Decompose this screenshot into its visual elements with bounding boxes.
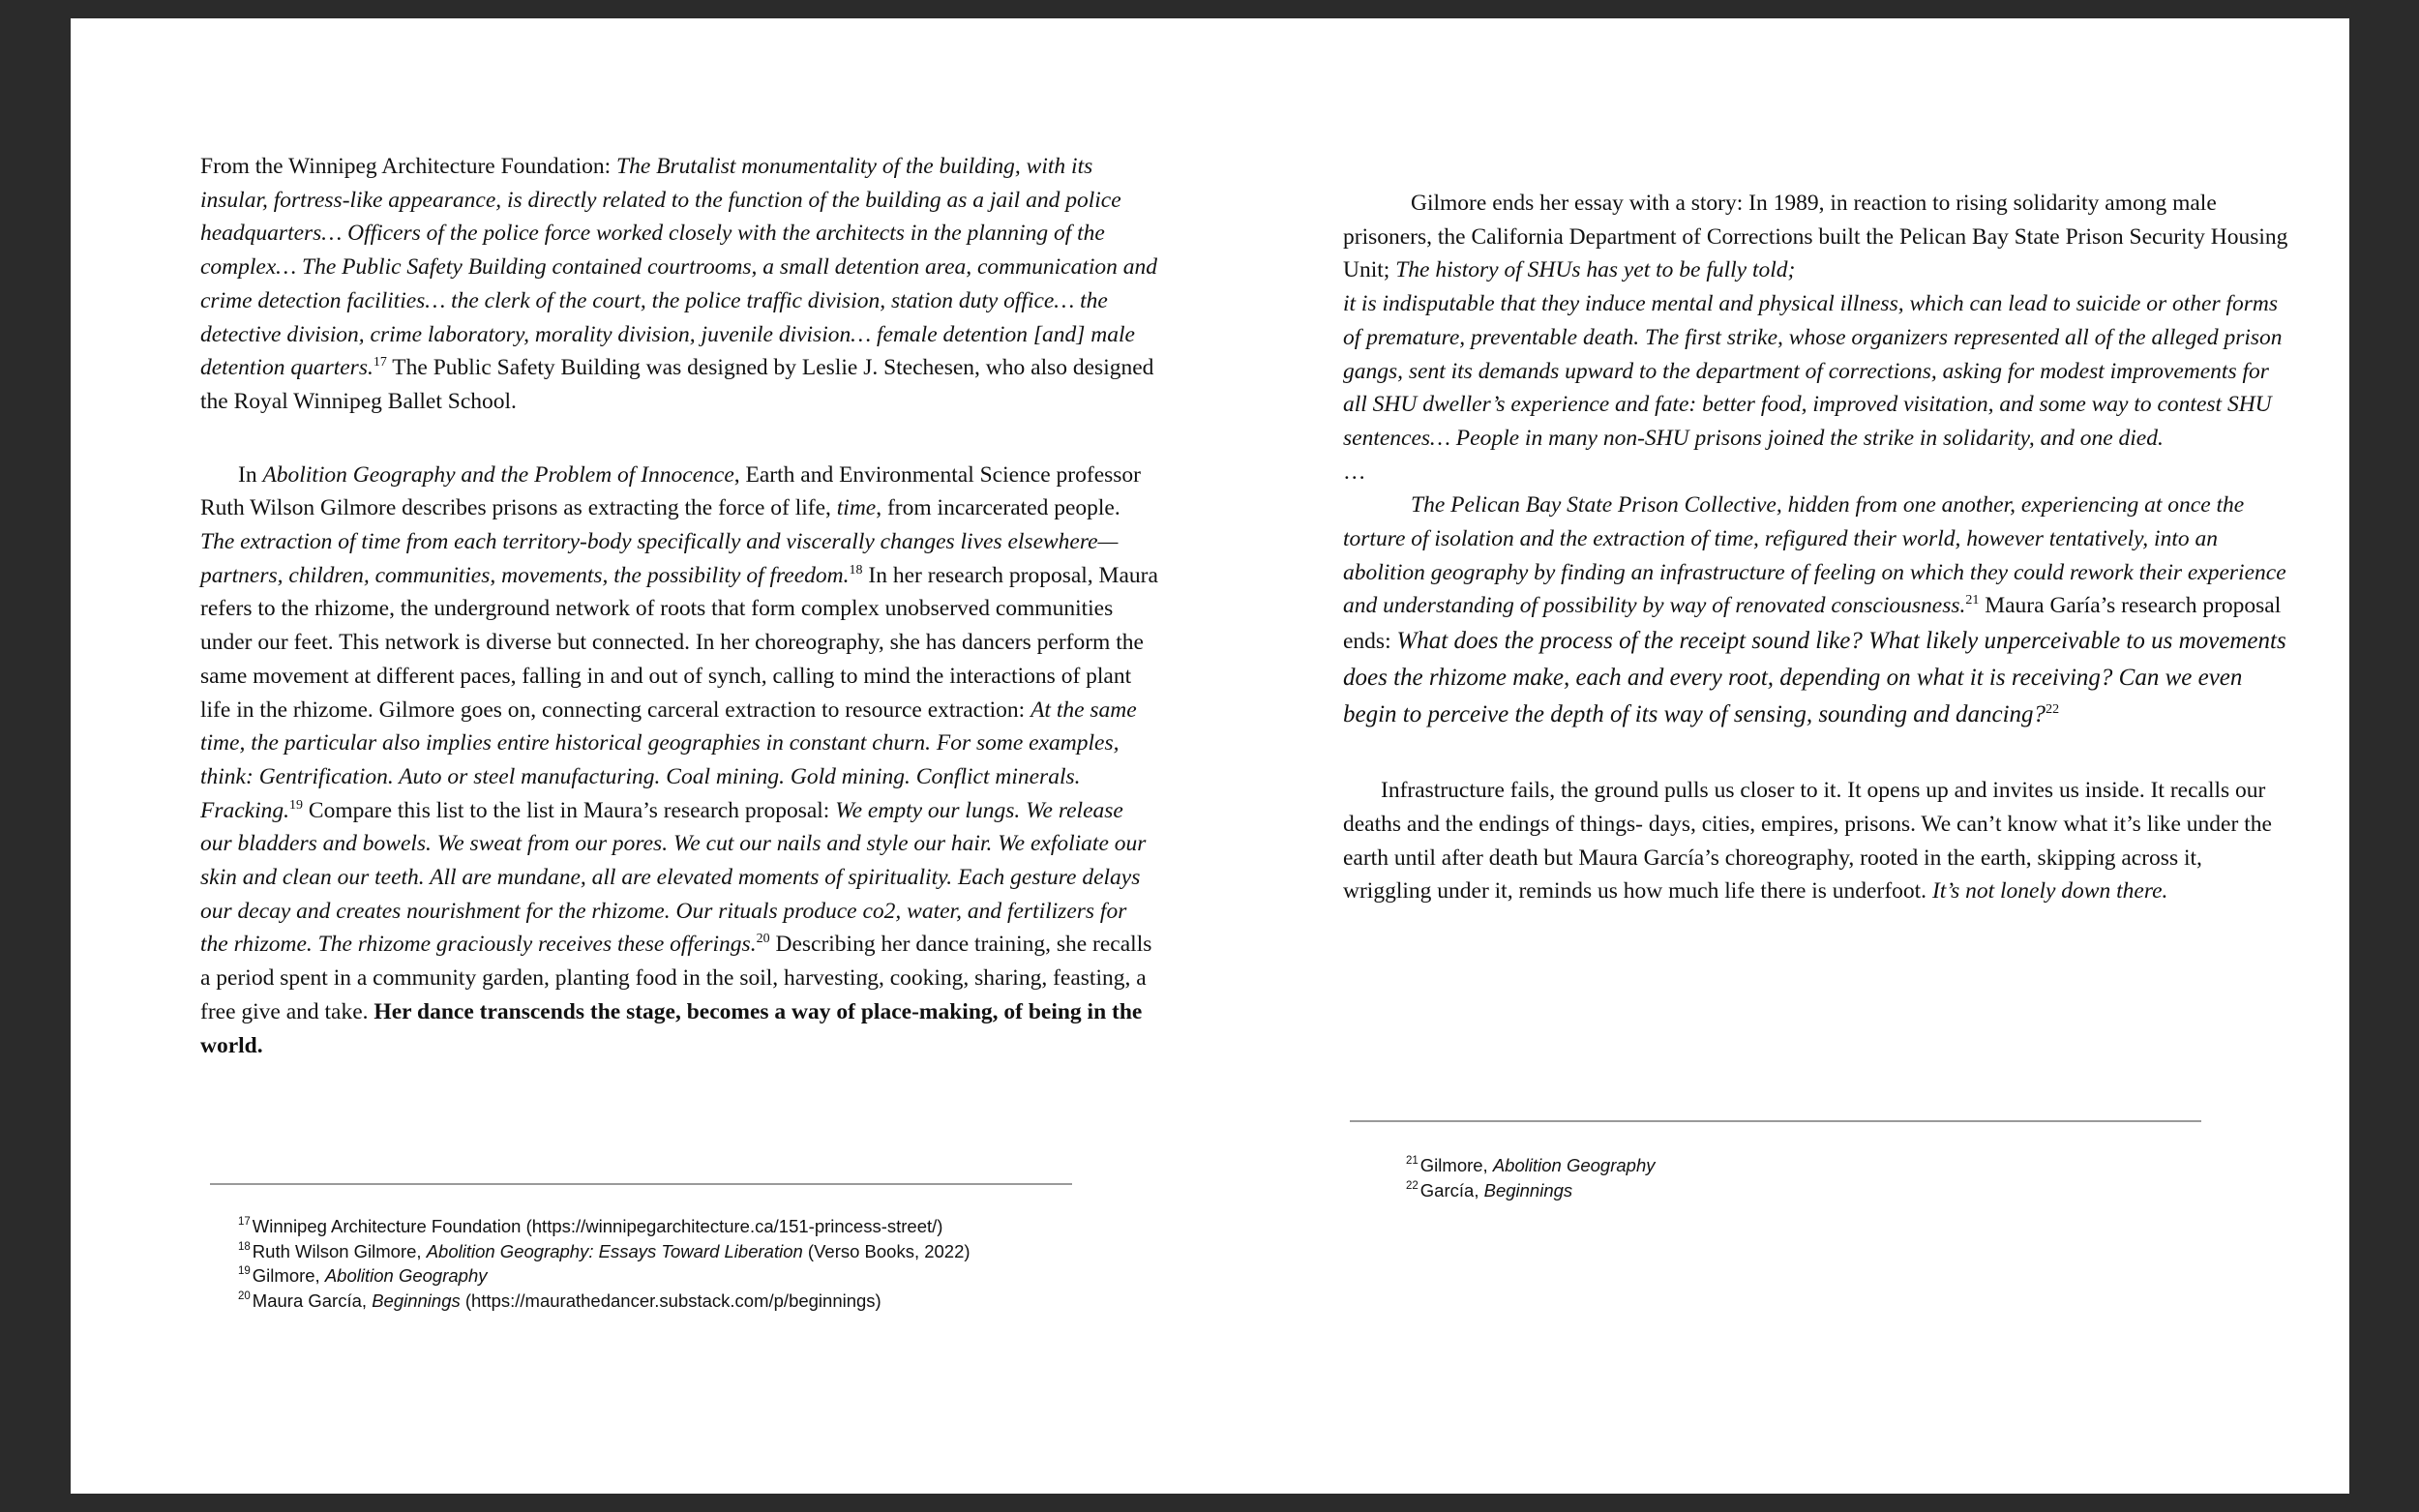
book-spread bbox=[71, 18, 2349, 1494]
footnote-text: Maura García, bbox=[252, 1290, 373, 1311]
footnote-title-italic: Beginnings bbox=[372, 1290, 461, 1311]
footnote-ref-19[interactable]: 19 bbox=[289, 797, 304, 813]
block-quote-italic: it is indisputable that they induce mental and physical illness, which can lead to suicide or other forms of premature, preventable death. The first strike, whose organizers represented all of the alleged prison gangs, sent its demands upward to the department of corrections, asking for modest improvements for all SHU dweller’s experience and fate: better food, improved visitation, and some way to contest SHU sentences… People in many non-SHU prisons joined the strike in solidarity, and one died. bbox=[1343, 291, 2283, 451]
quote-italic-large: What does the process of the receipt sound like? What likely unperceivable to us movements does the rhizome make, each and every root, depending on what it is receiving? Can we even begin to perceive the depth of its way of sensing, sounding and dancing? bbox=[1343, 628, 2286, 728]
paragraph-winnipeg-foundation bbox=[200, 150, 1158, 419]
text-run: Maura Garía’s research proposal ends: bbox=[1343, 593, 2282, 655]
footnote-22 bbox=[1406, 1178, 1986, 1203]
quote-italic: We empty our lungs. We release our bladders and bowels. We sweat from our pores. We cut our nails and style our hair. We exfoliate our skin and clean our teeth. All are mundane, all are elevated moments of spirituality. Each gesture delays our decay and creates nourishment for the rhizome. Our rituals produce co2, water, and fertilizers for the rhizome. The rhizome graciously receives these offerings. bbox=[200, 797, 1147, 958]
ellipsis-separator: … bbox=[1343, 459, 1366, 485]
text-run: The Public Safety Building was designed by Leslie J. Stechesen, who also designed the Royal Winnipeg Ballet School. bbox=[200, 355, 1154, 414]
footnote-19 bbox=[238, 1263, 1002, 1289]
footnote-title-italic: Abolition Geography bbox=[1492, 1155, 1656, 1175]
closing-line-italic: It’s not lonely down there. bbox=[1931, 878, 2168, 904]
paragraph-pelican-bay bbox=[1343, 187, 2296, 287]
footnote-ref-20[interactable]: 20 bbox=[756, 932, 770, 947]
footnote-text: García, bbox=[1419, 1179, 1484, 1201]
footnote-text: (https://maurathedancer.substack.com/p/beginnings) bbox=[460, 1290, 881, 1311]
block-quote-italic: The Brutalist monumentality of the building, with its insular, fortress-like appearance, is directly related to the function of the building as a jail and police headquarters… Officers of the police force worked closely with the architects in the planning of the complex… The Public Safety Building contained courtrooms, a small detention area, communication and crime detection facilities… the clerk of the court, the police traffic division, station duty office… the detective division, crime laboratory, morality division, juvenile division… female detention [and] male detention quarters. bbox=[200, 154, 1158, 381]
footnote-20 bbox=[238, 1289, 1002, 1314]
text-run: In her research proposal, Maura refers to the rhizome, the underground network of roots that form complex unobserved communities under our feet. This network is diverse but connected. In her choreography, she has dancers perform the same movement at different paces, falling in and out of synch, calling to mind the interactions of plant life in the rhizome. Gilmore goes on, connecting carceral extraction to resource extraction: bbox=[200, 562, 1158, 723]
footnote-number: 22 bbox=[1406, 1179, 1419, 1192]
text-run: Compare this list to the list in Maura’s research proposal: bbox=[303, 797, 836, 823]
footnote-number: 17 bbox=[238, 1216, 251, 1228]
text-run: Gilmore ends her essay with a story: In 1989, in reaction to rising solidarity among male prisoners, the California Department of Corrections built the Pelican Bay State Prison Security Housing Unit; bbox=[1343, 191, 2288, 283]
quote-italic: The Pelican Bay State Prison Collective, hidden from one another, experiencing at once the torture of isolation and the extraction of time, refigured their world, however tentatively, into an abolition geography by finding an infrastructure of feeling on which they could rework their experience and understanding of possibility by way of renovated consciousness. bbox=[1343, 492, 2286, 619]
footnote-ref-21[interactable]: 21 bbox=[1965, 593, 1980, 608]
footnote-divider bbox=[1350, 1120, 2201, 1122]
footnote-21 bbox=[1406, 1153, 1986, 1178]
footnote-18 bbox=[238, 1239, 1002, 1264]
left-page-footnotes bbox=[238, 1214, 1002, 1313]
footnote-number: 21 bbox=[1406, 1155, 1419, 1167]
text-run: In bbox=[238, 461, 263, 488]
left-page-body bbox=[200, 150, 1158, 1062]
footnote-text: Gilmore, bbox=[1419, 1155, 1493, 1175]
footnote-number: 20 bbox=[238, 1290, 251, 1302]
footnote-title-italic: Beginnings bbox=[1483, 1179, 1573, 1201]
text-run: Infrastructure fails, the ground pulls us closer to it. It opens up and invites us inside. It recalls our deaths and the endings of things- days, cities, empires, prisons. We can’t know what it’s like under the earth until after death but Maura García’s choreography, rooted in the earth, skipping across it, wriggling under it, reminds us how much life there is underfoot. bbox=[1343, 778, 2272, 904]
footnote-text: Gilmore, bbox=[252, 1265, 325, 1286]
footnote-17 bbox=[238, 1214, 1002, 1239]
right-page-body bbox=[1343, 187, 2296, 908]
text-run: From the Winnipeg Architecture Foundation: bbox=[200, 154, 617, 179]
paragraph-abolition-geography bbox=[200, 459, 1158, 1063]
book-title-italic: Abolition Geography and the Problem of Innocence bbox=[262, 461, 734, 488]
footnote-text: Winnipeg Architecture Foundation (https://winnipegarchitecture.ca/151-princess-street/) bbox=[252, 1216, 943, 1236]
emphasis-italic: time bbox=[836, 495, 877, 521]
quote-italic: At the same time, the particular also implies entire historical geographies in constant churn. For some examples, think: Gentrification. Auto or steel manufacturing. Coal mining. Gold mining. Conflict minerals. Fracking. bbox=[200, 697, 1137, 823]
emphasis-bold: Her dance transcends the stage, becomes a way of place-making, of being in the world. bbox=[200, 998, 1143, 1058]
footnote-title-italic: Abolition Geography bbox=[324, 1265, 488, 1286]
footnote-title-italic: Abolition Geography: Essays Toward Liberation bbox=[426, 1240, 803, 1261]
footnote-ref-18[interactable]: 18 bbox=[849, 562, 863, 578]
footnote-text: Ruth Wilson Gilmore, bbox=[252, 1240, 427, 1261]
footnote-divider bbox=[210, 1183, 1072, 1185]
footnote-ref-17[interactable]: 17 bbox=[373, 355, 387, 371]
text-run: , from incarcerated people. bbox=[876, 495, 1120, 521]
text-run: , Earth and Environmental Science professor Ruth Wilson Gilmore describes prisons as extracting the force of life, bbox=[200, 461, 1141, 521]
right-page-footnotes bbox=[1406, 1153, 1986, 1202]
quote-italic: The history of SHUs has yet to be fully told; bbox=[1395, 257, 1796, 283]
footnote-ref-22[interactable]: 22 bbox=[2046, 702, 2060, 718]
text-run: Describing her dance training, she recalls a period spent in a community garden, planting food in the soil, harvesting, cooking, sharing, feasting, a free give and take. bbox=[200, 932, 1152, 1024]
paragraph-prison-collective bbox=[1343, 489, 2296, 733]
paragraph-infrastructure-fails bbox=[1343, 774, 2296, 908]
quote-italic: The extraction of time from each territory-body specifically and viscerally changes lives elsewhere—partners, children, communities, movements, the possibility of freedom. bbox=[200, 529, 1119, 588]
footnote-number: 19 bbox=[238, 1265, 251, 1277]
footnote-number: 18 bbox=[238, 1240, 251, 1253]
footnote-text: (Verso Books, 2022) bbox=[802, 1240, 971, 1261]
